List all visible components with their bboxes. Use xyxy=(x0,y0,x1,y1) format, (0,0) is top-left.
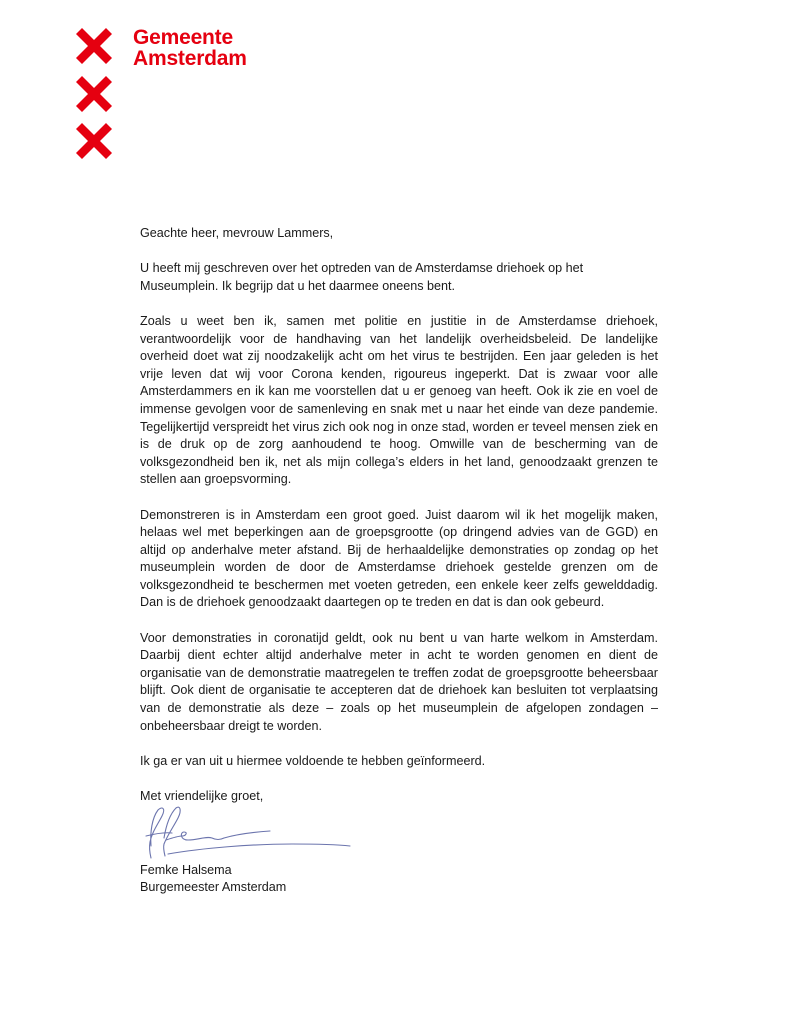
signer-title: Burgemeester Amsterdam xyxy=(140,880,287,895)
x-cross-icon xyxy=(72,72,116,116)
paragraph-2: Zoals u weet ben ik, samen met politie en justitie in de Amsterdamse driehoek, verantwoordelijk voor de handhaving van het landelijk overheidsbeleid. De landelijke overheid doet wat zij noodzakelijk acht om het virus te bestrijden. Een jaar geleden is het vrije leven dat wij voor Corona kenden, rigoureus ingeperkt. Dat is zwaar voor alle Amsterdammers en ik kan me voorstellen dat u er genoeg van heeft. Ook ik zie en voel de immense gevolgen voor de samenleving en snak met u naar het einde van deze pandemie. Tegelijkertijd verspreidt het virus zich ook nog in onze stad, worden er teveel mensen ziek en is de druk op de zorg aanhoudend te hoog. Omwille van de bescherming van de volksgezondheid ben ik, net als mijn collega’s elders in het land, genoodzaakt grenzen te stellen aan groepsvorming. xyxy=(140,313,658,487)
paragraph-3: Demonstreren is in Amsterdam een groot goed. Juist daarom wil ik het mogelijk maken, helaas wel met beperkingen aan de groepsgrootte (op dringend advies van de GGD) en altijd op anderhalve meter afstand. Bij de herhaaldelijke demonstraties op zondag op het museumplein worden de door de Amsterdamse driehoek gestelde grenzen om de volksgezondheid te beschermen met voeten getreden, een enkele keer zelfs gewelddadig. Dan is de driehoek genoodzaakt daartegen op te treden en dat is dan ook gebeurd. xyxy=(140,507,658,610)
logo-wordmark xyxy=(133,27,247,69)
x-cross-icon xyxy=(72,119,116,163)
logo-line-2: Amsterdam xyxy=(133,47,247,70)
closing: Met vriendelijke groet, xyxy=(140,789,264,803)
logo-line-1: Gemeente xyxy=(133,26,233,49)
handwritten-signature-icon xyxy=(142,802,357,862)
x-cross-icon xyxy=(72,24,116,68)
paragraph-4: Voor demonstraties in coronatijd geldt, ook nu bent u van harte welkom in Amsterdam. Daarbij dient echter altijd anderhalve meter in acht te worden genomen en dient de organisatie van de demonstratie maatregelen te treffen zodat de groepsgrootte beheersbaar blijft. Ook dient de organisatie te accepteren dat de driehoek kan besluiten tot verplaatsing van de demonstratie als deze – zoals op het museumplein de afgelopen zondagen – onbeheersbaar dreigt te worden. xyxy=(140,630,658,733)
paragraph-1: U heeft mij geschreven over het optreden van de Amsterdamse driehoek op het Museumplein. Ik begrijp dat u het daarmee oneens bent. xyxy=(140,261,584,293)
signer-name: Femke Halsema xyxy=(140,862,232,877)
letter-body xyxy=(140,225,658,897)
paragraph-5: Ik ga er van uit u hiermee voldoende te hebben geïnformeerd. xyxy=(140,753,486,768)
salutation: Geachte heer, mevrouw Lammers, xyxy=(140,226,334,240)
